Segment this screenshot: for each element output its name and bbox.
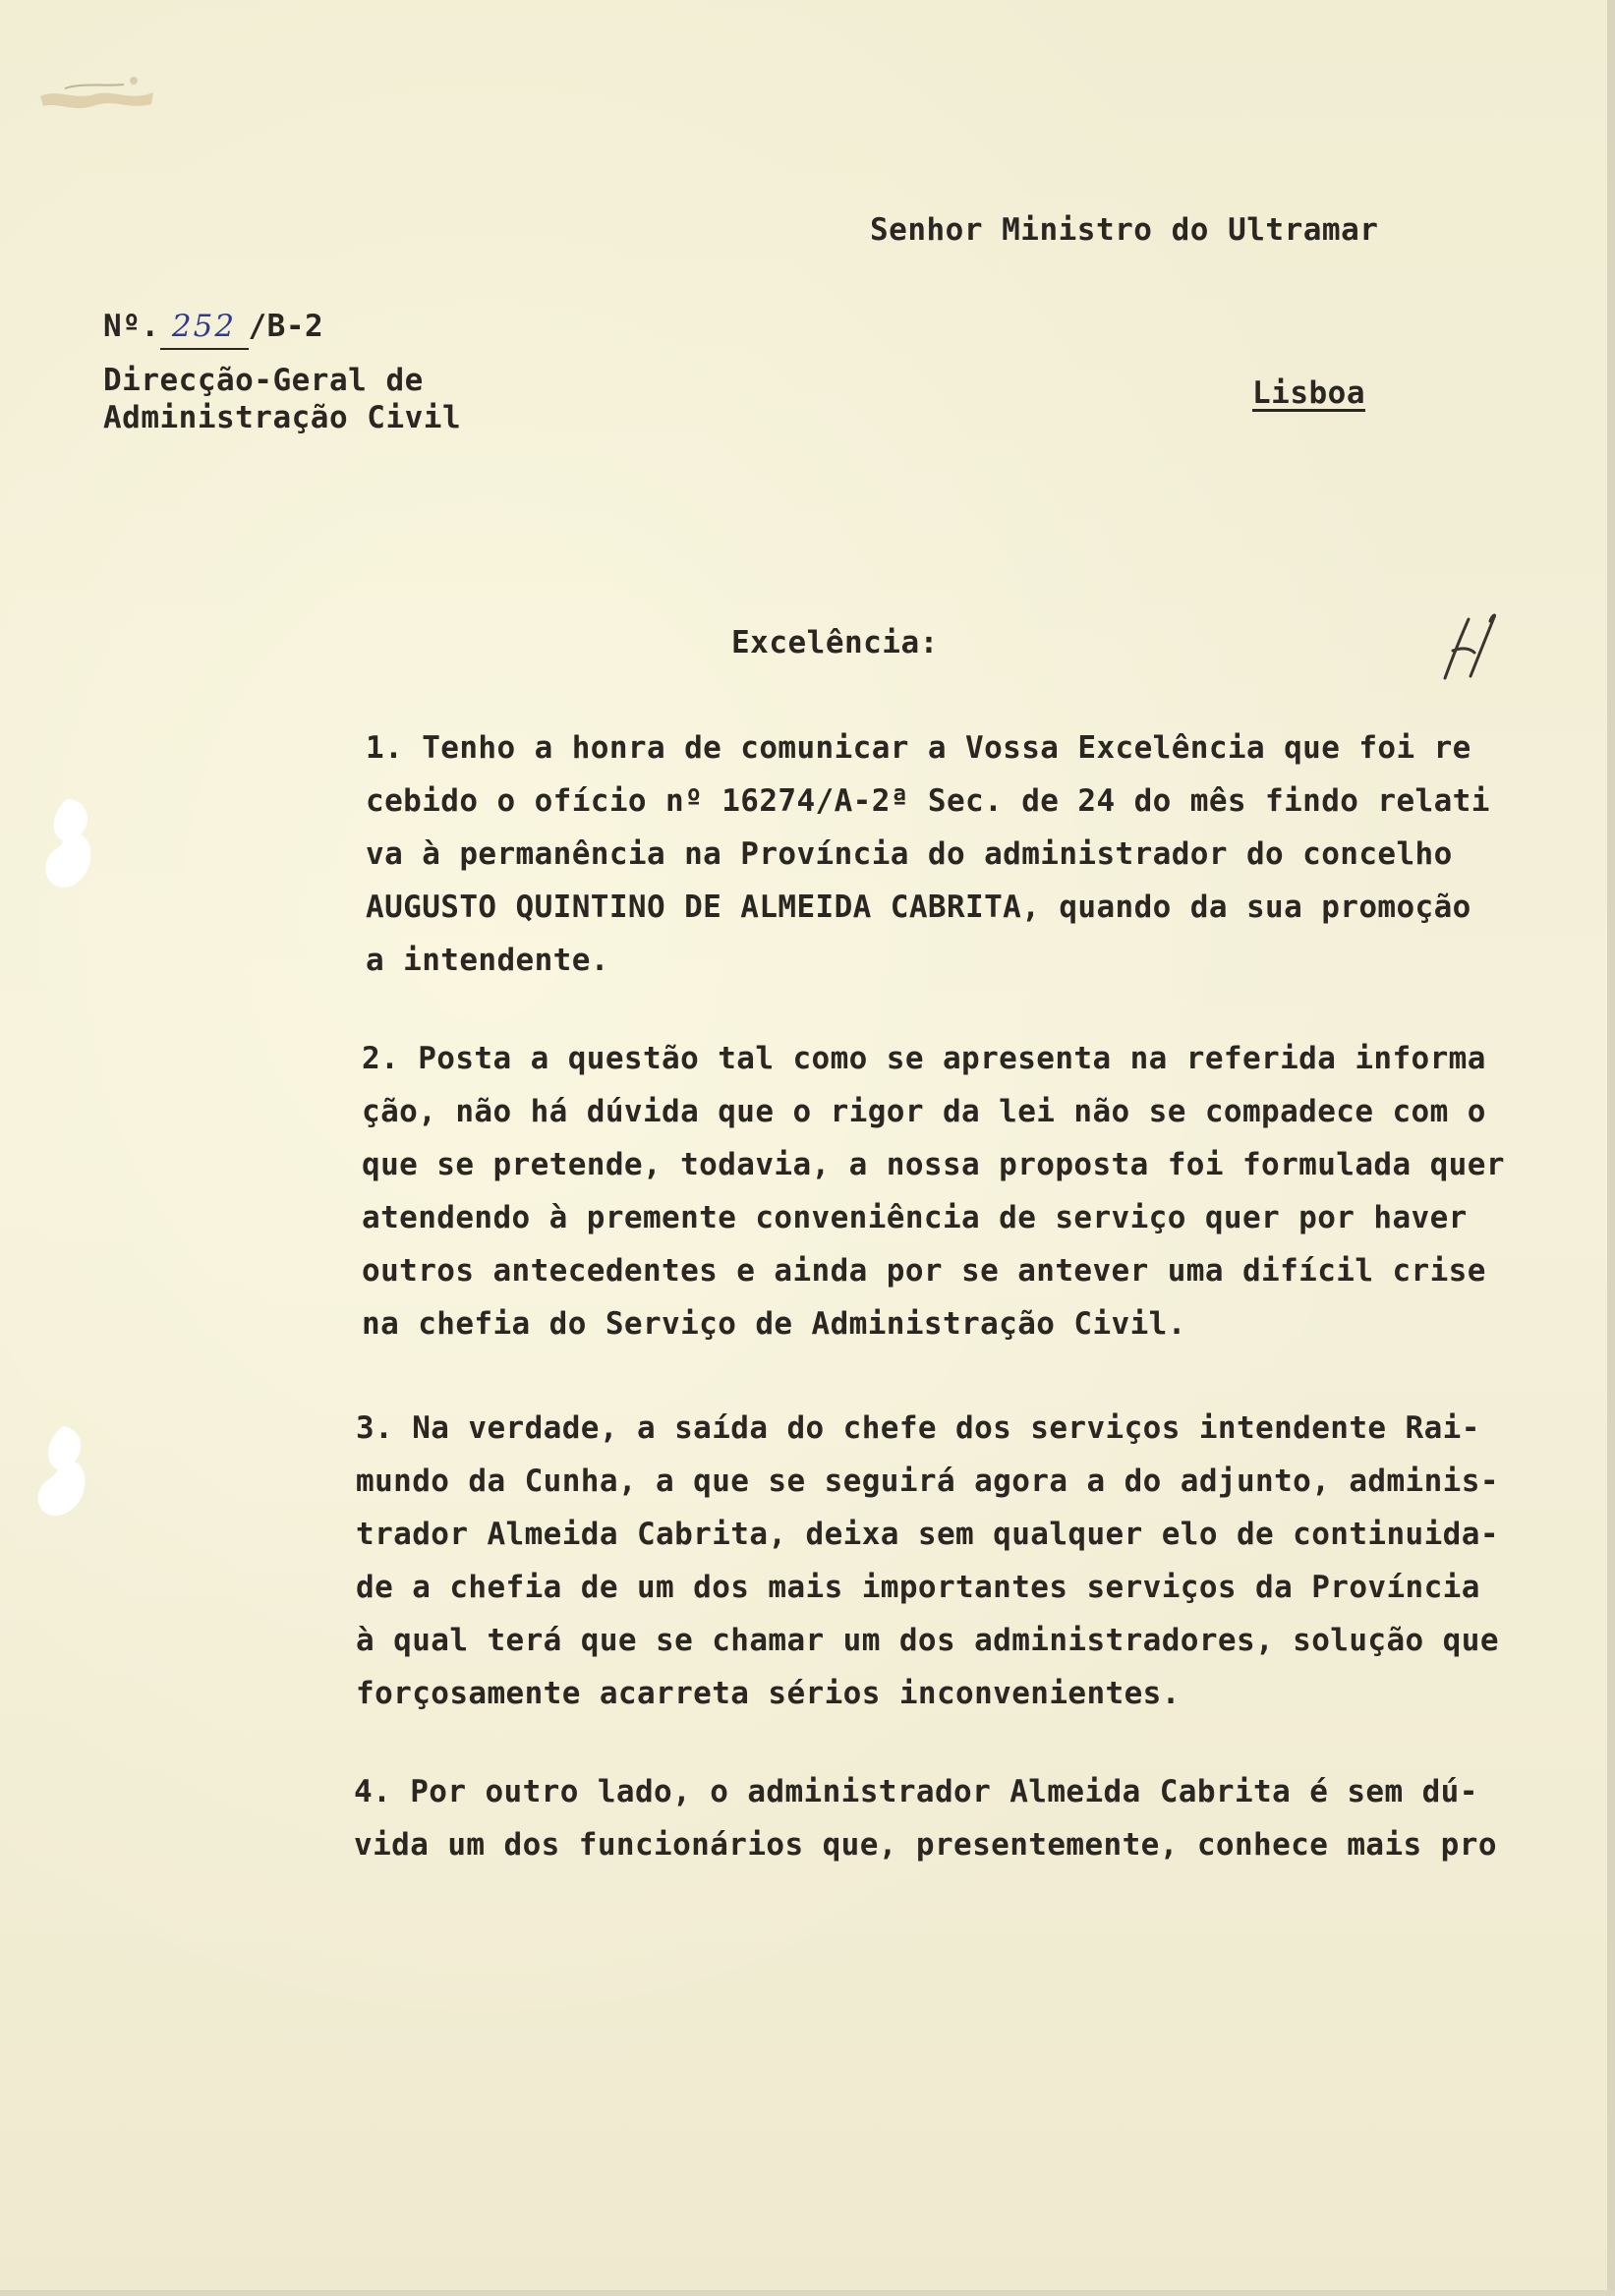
city: Lisboa — [1252, 375, 1365, 411]
paragraph-line: 1. Tenho a honra de comunicar a Vossa Excelência que foi re — [366, 730, 1471, 766]
paragraph-line: 4. Por outro lado, o administrador Almeida Cabrita é sem dú- — [354, 1774, 1478, 1809]
paragraph-line: AUGUSTO QUINTINO DE ALMEIDA CABRITA, quando da sua promoção — [366, 890, 1471, 925]
paragraph-line: ção, não há dúvida que o rigor da lei não se compadece com o — [362, 1094, 1486, 1129]
paragraph-line: outros antecedentes e ainda por se antever uma difícil crise — [362, 1253, 1486, 1289]
department-line-2: Administração Civil — [103, 400, 462, 435]
punch-hole-top — [37, 791, 98, 899]
paragraph-4 — [354, 1765, 1497, 1871]
paragraph-line: trador Almeida Cabrita, deixa sem qualquer elo de continuida- — [356, 1517, 1499, 1552]
paper-damage-mark — [35, 59, 163, 128]
paragraph-3 — [356, 1402, 1499, 1720]
punch-hole-bottom — [29, 1420, 90, 1528]
paper-edge-right — [1607, 0, 1615, 2296]
paragraph-line: vida um dos funcionários que, presentemente, conhece mais pro — [354, 1827, 1497, 1863]
number-prefix: Nº. — [103, 309, 160, 344]
paragraph-line: de a chefia de um dos mais importantes serviços da Província — [356, 1570, 1480, 1605]
paragraph-line: 2. Posta a questão tal como se apresenta na referida informa — [362, 1041, 1486, 1076]
paragraph-line: à qual terá que se chamar um dos administradores, solução que — [356, 1623, 1499, 1658]
reference-number — [103, 305, 323, 350]
paragraph-line: que se pretende, todavia, a nossa proposta foi formulada quer — [362, 1147, 1505, 1182]
paragraph-line: na chefia do Serviço de Administração Civil. — [362, 1306, 1186, 1342]
paragraph-line: cebido o ofício nº 16274/A-2ª Sec. de 24 do mês findo relati — [366, 783, 1490, 819]
salutation: Excelência: — [731, 625, 939, 660]
addressee: Senhor Ministro do Ultramar — [870, 212, 1379, 248]
paragraph-2 — [362, 1032, 1505, 1350]
paragraph-line: 3. Na verdade, a saída do chefe dos serviços intendente Rai- — [356, 1410, 1480, 1446]
paragraph-line: va à permanência na Província do administrador do concelho — [366, 836, 1453, 872]
paragraph-line: a intendente. — [366, 943, 609, 978]
paragraph-line: atendendo à premente conveniência de serviço quer por haver — [362, 1200, 1468, 1235]
paragraph-line: forçosamente acarreta sérios inconvenientes. — [356, 1676, 1181, 1711]
paper-edge-bottom — [0, 2290, 1615, 2296]
paragraph-line: mundo da Cunha, a que se seguirá agora a do adjunto, adminis- — [356, 1464, 1499, 1499]
handwritten-number: 252 — [160, 305, 249, 350]
paragraph-1 — [366, 721, 1490, 987]
handwritten-initials — [1435, 607, 1504, 686]
number-suffix: /B-2 — [248, 309, 324, 344]
department-line-1: Direcção-Geral de — [103, 363, 424, 398]
